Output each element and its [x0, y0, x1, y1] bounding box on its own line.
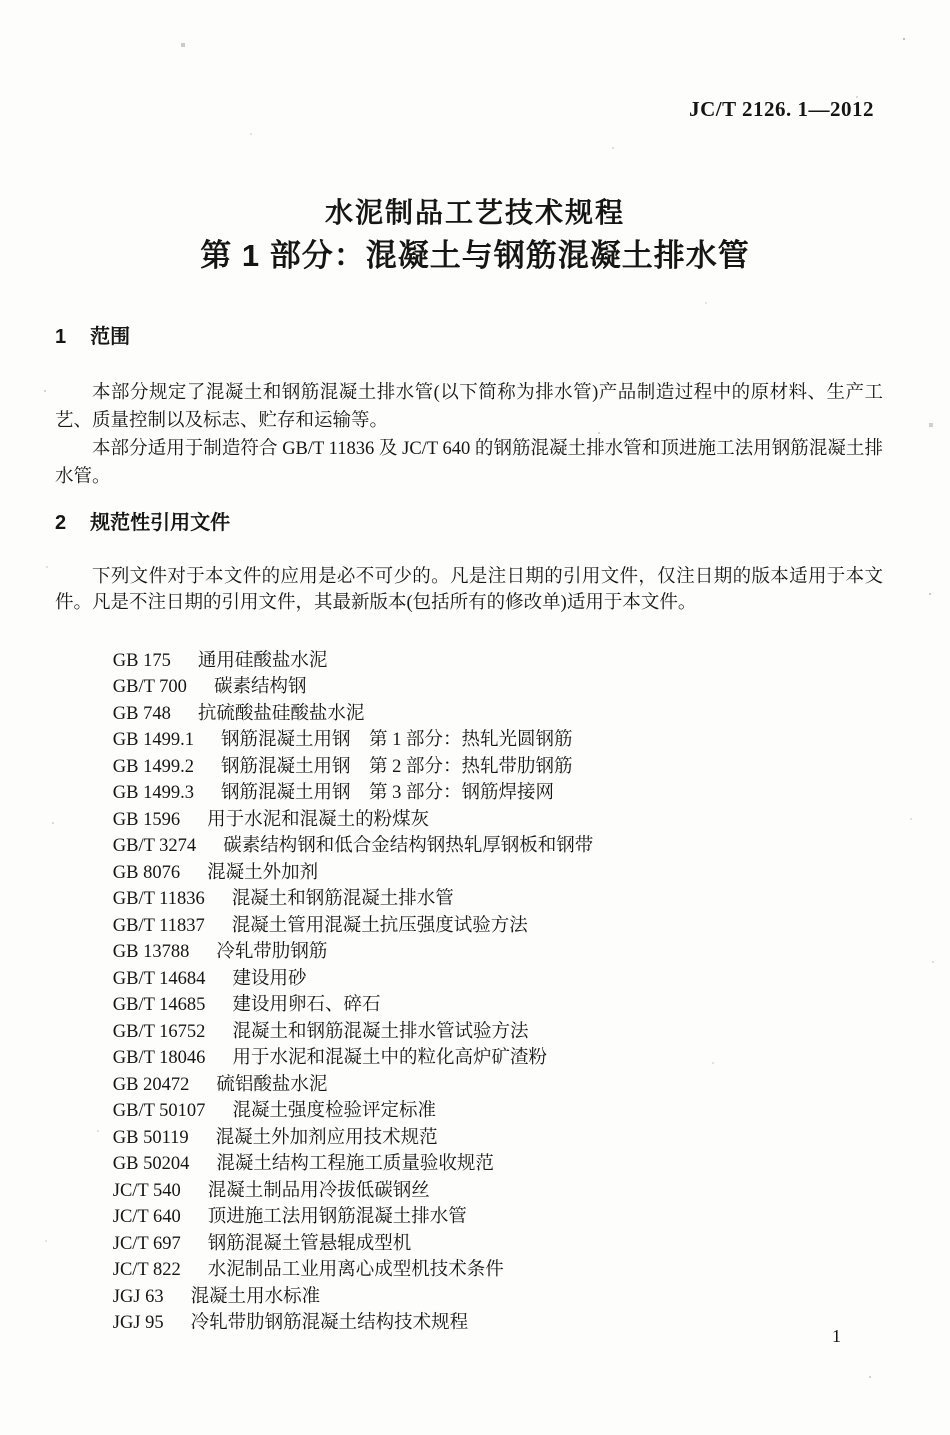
reference-code: JC/T 540: [112, 1180, 181, 1201]
page-number: 1: [832, 1326, 841, 1346]
reference-code: GB/T 11836: [112, 889, 205, 909]
scope-body: [55, 379, 883, 491]
scan-noise-specks: [0, 0, 2, 2]
title-line-2: 第 1 部分：混凝土与钢筋混凝土排水管: [200, 238, 750, 273]
reference-code: GB 1596: [112, 809, 181, 830]
reference-title: 混凝土结构工程施工质量验收规范: [216, 1154, 494, 1174]
reference-title: 冷轧带肋钢筋: [216, 942, 328, 962]
reference-code: GB 50119: [112, 1127, 189, 1148]
reference-title: 硫铝酸盐水泥: [216, 1074, 328, 1095]
reference-list: [85, 621, 885, 1333]
section-2-heading: [55, 511, 230, 535]
reference-code: GB 1499.3: [112, 783, 194, 803]
reference-code: GB/T 18046: [112, 1048, 206, 1068]
reference-title: 水泥制品工业用离心成型机技术条件: [207, 1260, 504, 1280]
reference-title: 冷轧带肋钢筋混凝土结构技术规程: [190, 1313, 469, 1333]
reference-code: JGJ 95: [112, 1313, 164, 1333]
section-1-heading: [55, 325, 130, 349]
reference-code: GB/T 3274: [112, 836, 197, 856]
reference-code: JC/T 640: [112, 1207, 181, 1227]
references-intro-paragraph: 下列文件对于本文件的应用是必不可少的。凡是注日期的引用文件，仅注日期的版本适用于本文件。凡是不注日期的引用文件，其最新版本(包括所有的修改单)适用于本文件。: [55, 567, 883, 613]
reference-code: GB 50204: [112, 1154, 190, 1174]
reference-code: GB 1499.1: [112, 730, 194, 750]
reference-title: 混凝土外加剂: [207, 862, 319, 883]
reference-title: 混凝土和钢筋混凝土排水管: [231, 889, 454, 909]
reference-title: 建设用砂: [232, 968, 307, 989]
reference-code: GB 13788: [112, 942, 190, 962]
reference-title: 碳素结构钢: [213, 677, 307, 697]
section-2-title: 规范性引用文件: [90, 512, 231, 534]
reference-title: 用于水泥和混凝土的粉煤灰: [207, 809, 430, 830]
reference-code: GB 8076: [112, 862, 181, 883]
reference-code: GB/T 11837: [112, 915, 205, 936]
reference-title: 顶进施工法用钢筋混凝土排水管: [207, 1207, 467, 1227]
reference-title: 混凝土用水标准: [190, 1286, 321, 1307]
reference-title: 钢筋混凝土用钢 第 1 部分：热轧光圆钢筋: [220, 730, 573, 750]
reference-code: GB 1499.2: [112, 756, 194, 777]
reference-title: 钢筋混凝土管悬辊成型机: [207, 1233, 412, 1254]
reference-code: JC/T 822: [112, 1260, 181, 1280]
standard-number: JC/T 2126. 1—2012: [689, 97, 874, 121]
reference-code: GB 175: [112, 650, 171, 671]
scope-paragraph-2: 本部分适用于制造符合 GB/T 11836 及 JC/T 640 的钢筋混凝土排水管和顶进施工法用钢筋混凝土排水管。: [55, 439, 883, 487]
reference-title: 建设用卵石、碎石: [232, 995, 381, 1015]
reference-code: JC/T 697: [112, 1233, 181, 1254]
section-1-title: 范围: [90, 326, 131, 348]
reference-item: [85, 621, 885, 671]
reference-title: 通用硅酸盐水泥: [197, 650, 328, 671]
section-2-number: 2: [55, 512, 67, 534]
document-title: [0, 196, 950, 275]
reference-code: GB/T 50107: [112, 1101, 206, 1121]
reference-code: GB/T 14685: [112, 995, 206, 1015]
reference-title: 抗硫酸盐硅酸盐水泥: [197, 703, 365, 724]
reference-title: 碳素结构钢和低合金结构钢热轧厚钢板和钢带: [223, 836, 594, 856]
reference-title: 钢筋混凝土用钢 第 3 部分：钢筋焊接网: [220, 783, 554, 803]
reference-code: GB 748: [112, 703, 171, 724]
reference-code: JGJ 63: [112, 1286, 164, 1307]
reference-code: GB/T 16752: [112, 1021, 206, 1042]
reference-title: 混凝土和钢筋混凝土排水管试验方法: [232, 1021, 529, 1042]
reference-code: GB/T 700: [112, 677, 187, 697]
reference-title: 混凝土强度检验评定标准: [232, 1101, 436, 1121]
section-1-number: 1: [55, 326, 67, 348]
reference-title: 用于水泥和混凝土中的粒化高炉矿渣粉: [232, 1048, 547, 1068]
reference-title: 钢筋混凝土用钢 第 2 部分：热轧带肋钢筋: [220, 756, 573, 777]
references-intro: [55, 564, 883, 616]
scope-paragraph-1: 本部分规定了混凝土和钢筋混凝土排水管(以下简称为排水管)产品制造过程中的原材料、生产工艺、质量控制以及标志、贮存和运输等。: [55, 383, 883, 431]
reference-code: GB/T 14684: [112, 968, 206, 989]
reference-title: 混凝土制品用冷拔低碳钢丝: [207, 1180, 430, 1201]
reference-title: 混凝土外加剂应用技术规范: [215, 1127, 438, 1148]
title-line-1: 水泥制品工艺技术规程: [324, 197, 625, 228]
reference-code: GB 20472: [112, 1074, 190, 1095]
reference-title: 混凝土管用混凝土抗压强度试验方法: [231, 915, 528, 936]
